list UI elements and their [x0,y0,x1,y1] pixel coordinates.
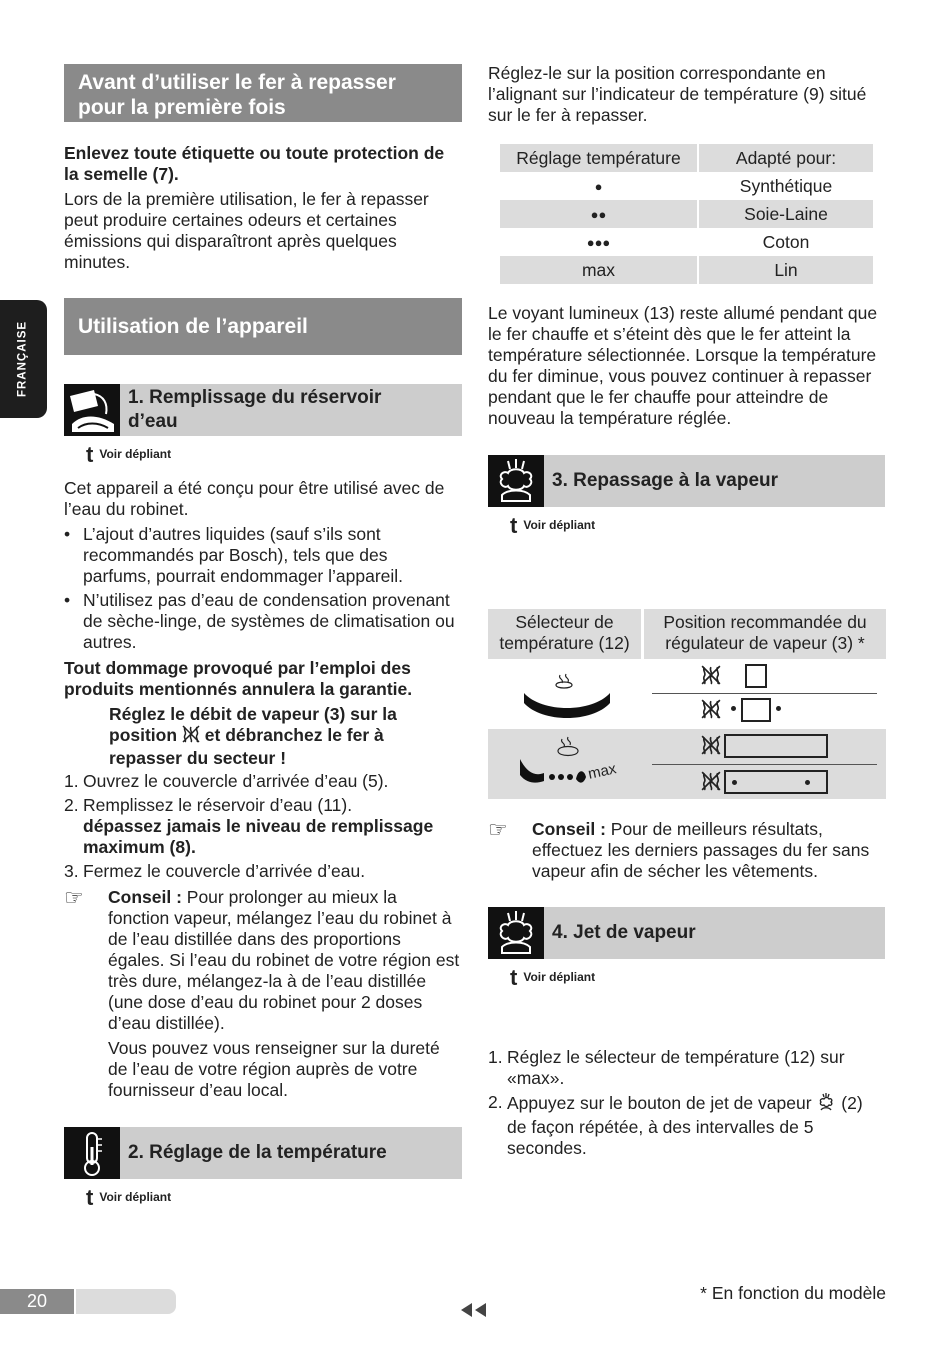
model-footnote: * En fonction du modèle [700,1283,886,1303]
step-text-a: Appuyez sur le bouton de jet de vapeur [507,1093,812,1114]
table-cell: ●●● [500,228,698,256]
no-steam-icon [701,665,721,685]
table-header-row [500,144,873,172]
see-foldout-label: Voir dépliant [99,1190,172,1204]
table-header-cell: Adapté pour: [698,144,873,172]
foldout-arrow-icon: t [510,964,518,990]
table-row [500,256,873,284]
subsection-title-steam-shot-text: 4. Jet de vapeur [552,922,696,943]
warranty-warning: Tout dommage provoqué par l’emploi des produits mentionnés annulera la garantie. [64,658,413,699]
tip-block-right [488,819,888,882]
temperature-table [500,144,873,284]
step-text: Remplissez le réservoir d’eau (11). [83,795,353,815]
no-steam-icon [701,699,721,719]
list-item: • N’utilisez pas d’eau de condensation provenant de sèche-linge, de systèmes de climatisation ou autres. [64,590,460,653]
tip-text: Pour de meilleurs résultats, effectuez les derniers passages du fer sans vapeur afin de sécher les vêtements. [532,819,870,881]
table-row [500,200,873,228]
see-foldout-label: Voir dépliant [523,518,596,532]
steam-shot-button-icon [816,1092,836,1117]
step-number: 1. [488,1047,503,1067]
table-header-cell: Sélecteur de température (12) [488,609,641,659]
foldout-arrow-icon: t [86,441,94,467]
table-row [488,729,886,799]
table-header-cell: Position recommandée du régulateur de vapeur (3) * [644,609,886,659]
table-cell: Synthétique [739,175,833,196]
max-label: max [586,760,618,783]
table-cell: Lin [698,256,873,284]
subsection-title-steam-text: 3. Repassage à la vapeur [552,470,779,491]
indicator-light-text: Le voyant lumineux (13) reste allumé pendant que le fer chauffe et s’éteint dès que le fer atteint la température sélectionnée. Lorsque la température du fer diminue, vous pouvez continuer à repasser pendant que le fer chauffe pour atteindre de nouveau la température réglée. [488,303,878,428]
table-header-row [488,609,886,659]
see-foldout-label: Voir dépliant [523,970,596,984]
foldout-arrow-icon: t [86,1184,94,1210]
foldout-arrow-icon: t [510,512,518,538]
list-item [64,861,460,882]
tap-water-intro: Cet appareil a été conçu pour être utilisé avec de l’eau du robinet. [64,478,445,519]
step-text: Réglez le sélecteur de température (12) sur «max». [507,1047,845,1088]
double-arrow-icon [460,1302,488,1323]
warnings-list [64,524,460,653]
section-title-usage [64,298,462,355]
remove-label-instruction: Enlevez toute étiquette ou toute protection de la semelle (7). [64,143,445,184]
steam-icon [488,455,544,507]
see-foldout-label: Voir dépliant [99,447,172,461]
section-title-first-use: Avant d’utiliser le fer à repasser pour la première fois [64,64,462,122]
tip-paragraph-2: Vous pouvez vous renseigner sur la dureté de l’eau de votre région auprès de votre fournisseur d’eau local. [108,1038,440,1100]
divider [652,693,877,694]
list-item [64,795,460,858]
step-text-b: (2) de façon répétée, à des intervalles de 5 secondes. [507,1093,863,1158]
step-number: 2. [488,1092,503,1112]
thermometer-icon [64,1127,120,1179]
dial-low-steam-icon [522,671,612,723]
fill-steps [64,771,460,882]
instruction-part-a: Réglez le débit de vapeur (3) sur la position [109,704,397,746]
page-number-box [0,1289,74,1314]
step-bold-text: dépassez jamais le niveau de remplissage maximum (8). [83,816,434,857]
steam-settings-table [488,609,886,799]
see-foldout-1 [86,441,172,467]
page-number: 20 [26,1291,48,1311]
subsection-title-steam-shot [544,907,885,959]
tip-label: Conseil : [532,819,606,839]
subsection-title-steam [544,455,885,507]
steam-shot-steps [488,1047,886,1159]
list-item [488,1047,886,1089]
no-steam-icon [701,735,721,755]
language-tab-label: FRANÇAISE [16,320,29,398]
table-header-cell: Réglage température [500,144,698,172]
steam-setting-instruction [109,704,461,769]
pointing-hand-icon: ☞ [488,817,508,842]
steam-regulator-min-box [745,664,767,688]
subsection-title-temperature-text: 2. Réglage de la température [128,1142,387,1163]
see-foldout-3 [510,512,596,538]
step-number: 1. [64,771,79,791]
divider [652,764,877,765]
section-title-usage-text: Utilisation de l’appareil [78,315,308,338]
steam-regulator-max-box [724,734,828,758]
step-text: Ouvrez le couvercle d’arrivée d’eau (5). [83,771,389,791]
language-tab [0,300,47,418]
tip-paragraph [108,887,462,1034]
tip-paragraph [532,819,888,882]
list-item: • L’ajout d’autres liquides (sauf s’ils sont recommandés par Bosch), tels que des parfums, pourrait endommager l’appareil. [64,524,460,587]
table-row [488,659,886,729]
table-row [500,228,873,256]
temperature-intro: Réglez-le sur la position correspondante en l’alignant sur l’indicateur de température (9) situé sur le fer à repasser. [488,63,867,125]
table-cell: Coton [762,231,810,252]
list-item [64,771,460,792]
subsection-title-fill-text: 1. Remplissage du réservoir d’eau [128,387,382,432]
steam-shot-icon [488,907,544,959]
tip-text: Pour prolonger au mieux la fonction vapeur, mélangez l’eau du robinet à de l’eau distillée dans des proportions égales. Si l’eau du robinet de votre région est très dure, mélangez-la à de l’eau distillée (une dose d’eau du robinet pour 2 doses d’eau distillée). [108,887,460,1033]
water-fill-icon [64,384,120,436]
step-number: 2. [64,795,79,815]
steam-regulator-wide-box [724,770,828,794]
table-cell: ● [500,172,698,200]
tip-label: Conseil : [108,887,182,907]
no-steam-icon [701,771,721,791]
see-foldout-2 [86,1184,172,1210]
no-steam-icon [182,725,200,748]
subsection-title-temperature [120,1127,462,1179]
first-use-text: Lors de la première utilisation, le fer à repasser peut produire certaines odeurs et certaines émissions qui disparaîtront après quelques minutes. [64,189,429,272]
table-cell: ●● [500,200,698,228]
instruction-part-b: et débranchez le fer à repasser du secteur ! [109,725,384,768]
table-row [500,172,873,200]
list-item [488,1092,886,1159]
subsection-title-fill [120,384,462,436]
step-number: 3. [64,861,79,881]
table-cell: Soie-Laine [698,200,873,228]
tip-block-left [64,887,462,1101]
table-cell: max [500,256,698,284]
steam-regulator-small-box [731,698,781,722]
pointing-hand-icon: ☞ [64,885,84,910]
step-text: Fermez le couvercle d’arrivée d’eau. [83,861,366,881]
page-number-bar [0,1289,176,1314]
page-bar-fill [76,1289,176,1314]
see-foldout-4 [510,964,596,990]
